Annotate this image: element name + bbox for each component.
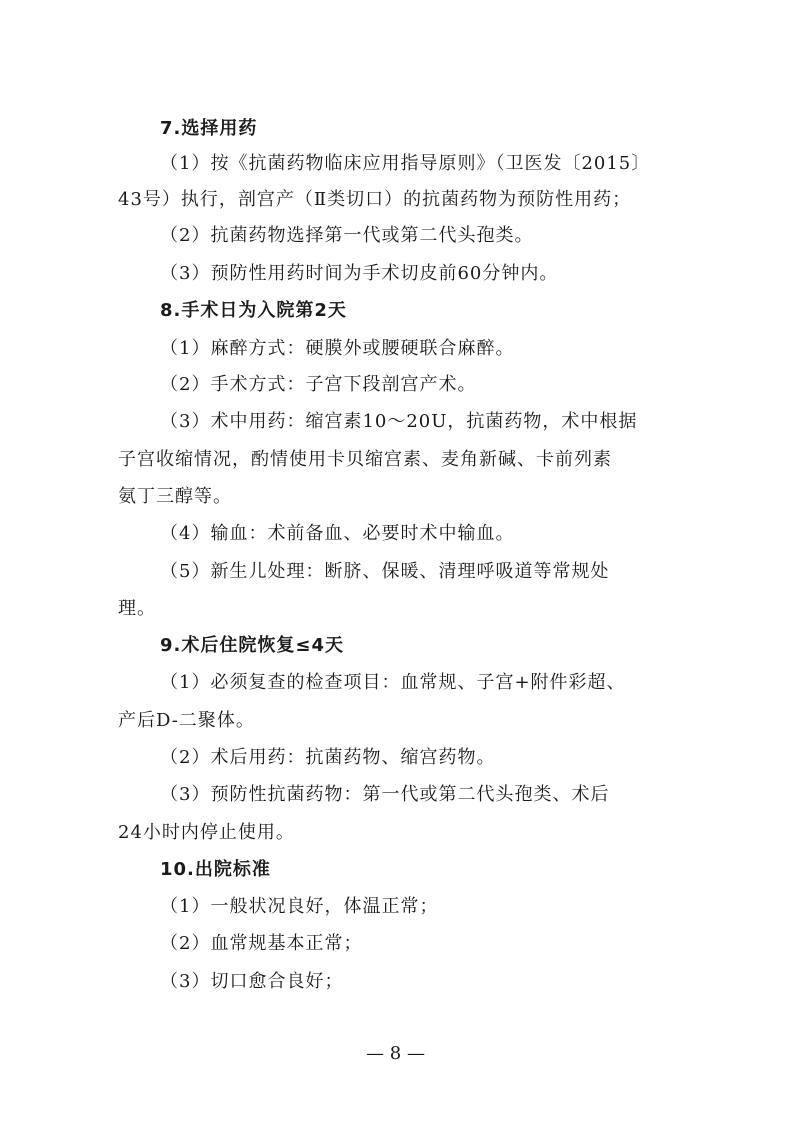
paragraph-line: （3）预防性用药时间为手术切皮前60分钟内。 [160, 263, 559, 284]
paragraph-line: （1）一般状况良好，体温正常； [160, 896, 439, 917]
paragraph-line: 氨丁三醇等。 [118, 486, 232, 507]
section-heading: 7.选择用药 [160, 118, 258, 139]
paragraph-line: （2）手术方式：子宫下段剖宫产术。 [160, 374, 477, 395]
paragraph-line: 子宫收缩情况，酌情使用卡贝缩宫素、麦角新碱、卡前列素 [118, 449, 612, 470]
section-heading: 8.手术日为入院第2天 [160, 300, 347, 321]
paragraph-line: （2）术后用药：抗菌药物、缩宫药物。 [160, 747, 496, 768]
section-heading: 10.出院标准 [160, 859, 271, 880]
page-number: — 8 — [366, 1043, 425, 1064]
paragraph-line: （3）切口愈合良好； [160, 971, 344, 992]
paragraph-line: 理。 [118, 598, 156, 619]
paragraph-line: 24小时内停止使用。 [118, 822, 295, 843]
paragraph-line: （1）必须复查的检查项目：血常规、子宫+附件彩超、 [160, 672, 626, 693]
paragraph-line: （2）抗菌药物选择第一代或第二代头孢类。 [160, 225, 534, 246]
paragraph-line: （5）新生儿处理：断脐、保暖、清理呼吸道等常规处 [160, 561, 610, 582]
paragraph-line: （3）预防性抗菌药物：第一代或第二代头孢类、术后 [160, 784, 610, 805]
paragraph-line: 产后D-二聚体。 [118, 710, 255, 731]
section-heading: 9.术后住院恢复≤4天 [160, 635, 344, 656]
paragraph-line: （4）输血：术前备血、必要时术中输血。 [160, 523, 515, 544]
paragraph-line: （2）血常规基本正常； [160, 933, 363, 954]
paragraph-line: （1）按《抗菌药物临床应用指导原则》（卫医发〔2015〕 [160, 153, 651, 174]
paragraph-line: （1）麻醉方式：硬膜外或腰硬联合麻醉。 [160, 338, 515, 359]
paragraph-line: （3）术中用药：缩宫素10～20U，抗菌药物，术中根据 [160, 411, 638, 432]
paragraph-line: 43号）执行，剖宫产（Ⅱ类切口）的抗菌药物为预防性用药； [118, 189, 632, 210]
